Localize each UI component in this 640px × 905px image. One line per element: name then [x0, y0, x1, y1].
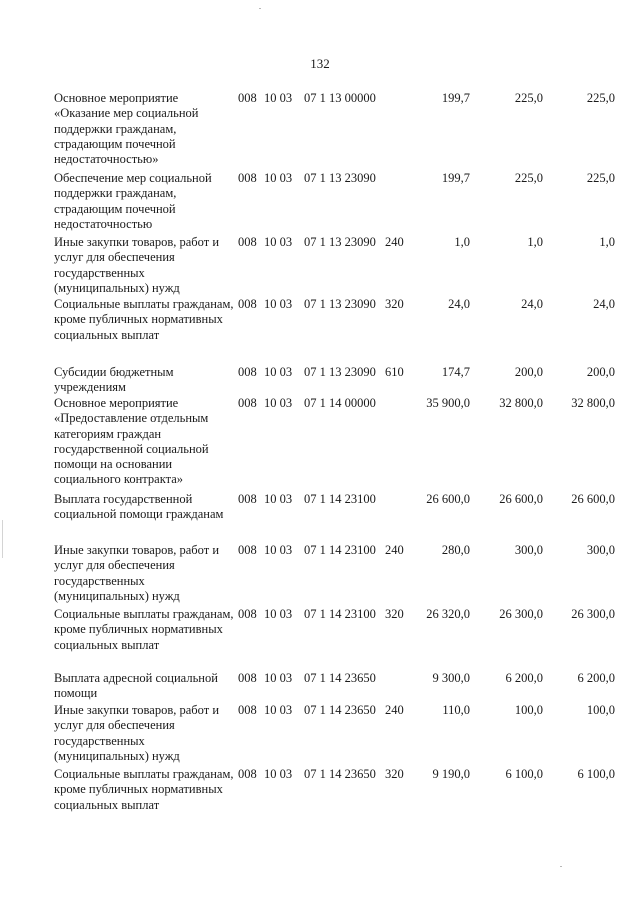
cell-ved: 008 — [238, 767, 257, 781]
cell-v3: 32 800,0 — [571, 396, 615, 410]
cell-csr: 07 1 13 00000 — [304, 91, 376, 105]
cell-rzpr: 10 03 — [264, 607, 293, 621]
cell-rzpr: 10 03 — [264, 365, 293, 379]
cell-v2: 26 300,0 — [499, 607, 543, 621]
cell-v2: 100,0 — [514, 703, 543, 717]
cell-name: Обеспечение мер социальной поддержки гражданам, страдающим почечной недостаточностью — [54, 171, 212, 231]
cell-csr: 07 1 14 23100 — [304, 543, 376, 557]
cell-name: Субсидии бюджетным учреждениям — [54, 365, 174, 395]
cell-v1: 199,7 — [441, 171, 470, 185]
cell-rzpr: 10 03 — [264, 235, 293, 249]
cell-name: Социальные выплаты гражданам, кроме публичных нормативных социальных выплат — [54, 297, 234, 342]
cell-vr: 240 — [385, 543, 404, 557]
cell-v3: 225,0 — [586, 171, 615, 185]
cell-name: Социальные выплаты гражданам, кроме публичных нормативных социальных выплат — [54, 767, 234, 812]
cell-name: Социальные выплаты гражданам, кроме публичных нормативных социальных выплат — [54, 607, 234, 652]
cell-csr: 07 1 14 23100 — [304, 607, 376, 621]
cell-vr: 240 — [385, 703, 404, 717]
cell-ved: 008 — [238, 396, 257, 410]
cell-v1: 26 320,0 — [426, 607, 470, 621]
cell-csr: 07 1 13 23090 — [304, 365, 376, 379]
cell-v2: 6 200,0 — [505, 671, 543, 685]
cell-ved: 008 — [238, 235, 257, 249]
cell-ved: 008 — [238, 171, 257, 185]
cell-v1: 110,0 — [442, 703, 470, 717]
cell-csr: 07 1 13 23090 — [304, 297, 376, 311]
cell-csr: 07 1 14 23650 — [304, 703, 376, 717]
cell-vr: 240 — [385, 235, 404, 249]
cell-rzpr: 10 03 — [264, 703, 293, 717]
cell-v2: 225,0 — [514, 91, 543, 105]
cell-name: Иные закупки товаров, работ и услуг для обеспечения государственных (муниципальных) нужд — [54, 703, 220, 763]
cell-name: Основное мероприятие «Оказание мер социальной поддержки гражданам, страдающим почечной недостаточностью» — [54, 91, 199, 167]
cell-v1: 24,0 — [448, 297, 470, 311]
cell-v3: 26 600,0 — [571, 492, 615, 506]
cell-name: Выплата государственной социальной помощи гражданам — [54, 492, 224, 522]
cell-v2: 1,0 — [527, 235, 543, 249]
cell-v2: 200,0 — [514, 365, 543, 379]
cell-csr: 07 1 13 23090 — [304, 171, 376, 185]
cell-v2: 225,0 — [514, 171, 543, 185]
cell-v3: 225,0 — [586, 91, 615, 105]
cell-name: Иные закупки товаров, работ и услуг для обеспечения государственных (муниципальных) нужд — [54, 235, 220, 295]
cell-rzpr: 10 03 — [264, 171, 293, 185]
cell-v3: 300,0 — [586, 543, 615, 557]
cell-name: Основное мероприятие «Предоставление отдельным категориям граждан государственной социальной помощи на основании социального контракта» — [54, 396, 209, 487]
cell-v3: 6 200,0 — [577, 671, 615, 685]
cell-v1: 1,0 — [454, 235, 470, 249]
cell-v2: 32 800,0 — [499, 396, 543, 410]
scan-mark — [560, 866, 562, 867]
cell-ved: 008 — [238, 703, 257, 717]
scan-mark — [259, 8, 261, 9]
cell-v2: 26 600,0 — [499, 492, 543, 506]
cell-v2: 24,0 — [521, 297, 543, 311]
cell-rzpr: 10 03 — [264, 671, 293, 685]
cell-csr: 07 1 13 23090 — [304, 235, 376, 249]
page-number: 132 — [310, 56, 330, 71]
cell-ved: 008 — [238, 91, 257, 105]
cell-v1: 35 900,0 — [426, 396, 470, 410]
cell-csr: 07 1 14 00000 — [304, 396, 376, 410]
cell-v3: 1,0 — [599, 235, 615, 249]
cell-v2: 300,0 — [514, 543, 543, 557]
cell-v1: 9 300,0 — [432, 671, 470, 685]
cell-v3: 26 300,0 — [571, 607, 615, 621]
cell-v1: 199,7 — [441, 91, 470, 105]
cell-csr: 07 1 14 23100 — [304, 492, 376, 506]
cell-name: Иные закупки товаров, работ и услуг для обеспечения государственных (муниципальных) нужд — [54, 543, 220, 603]
cell-vr: 320 — [385, 297, 404, 311]
cell-v1: 280,0 — [441, 543, 470, 557]
cell-v3: 24,0 — [593, 297, 615, 311]
cell-ved: 008 — [238, 297, 257, 311]
cell-v3: 200,0 — [586, 365, 615, 379]
cell-vr: 320 — [385, 607, 404, 621]
cell-vr: 610 — [385, 365, 404, 379]
cell-ved: 008 — [238, 543, 257, 557]
cell-csr: 07 1 14 23650 — [304, 671, 376, 685]
cell-ved: 008 — [238, 671, 257, 685]
cell-rzpr: 10 03 — [264, 767, 293, 781]
cell-v3: 100,0 — [586, 703, 615, 717]
cell-v3: 6 100,0 — [577, 767, 615, 781]
cell-ved: 008 — [238, 492, 257, 506]
cell-vr: 320 — [385, 767, 404, 781]
cell-ved: 008 — [238, 365, 257, 379]
cell-name: Выплата адресной социальной помощи — [54, 671, 218, 701]
cell-v1: 9 190,0 — [432, 767, 470, 781]
cell-rzpr: 10 03 — [264, 297, 293, 311]
cell-v2: 6 100,0 — [505, 767, 543, 781]
cell-v1: 26 600,0 — [426, 492, 470, 506]
cell-csr: 07 1 14 23650 — [304, 767, 376, 781]
cell-rzpr: 10 03 — [264, 396, 293, 410]
cell-ved: 008 — [238, 607, 257, 621]
cell-v1: 174,7 — [441, 365, 470, 379]
cell-rzpr: 10 03 — [264, 91, 293, 105]
scan-mark — [2, 520, 3, 558]
cell-rzpr: 10 03 — [264, 492, 293, 506]
cell-rzpr: 10 03 — [264, 543, 293, 557]
